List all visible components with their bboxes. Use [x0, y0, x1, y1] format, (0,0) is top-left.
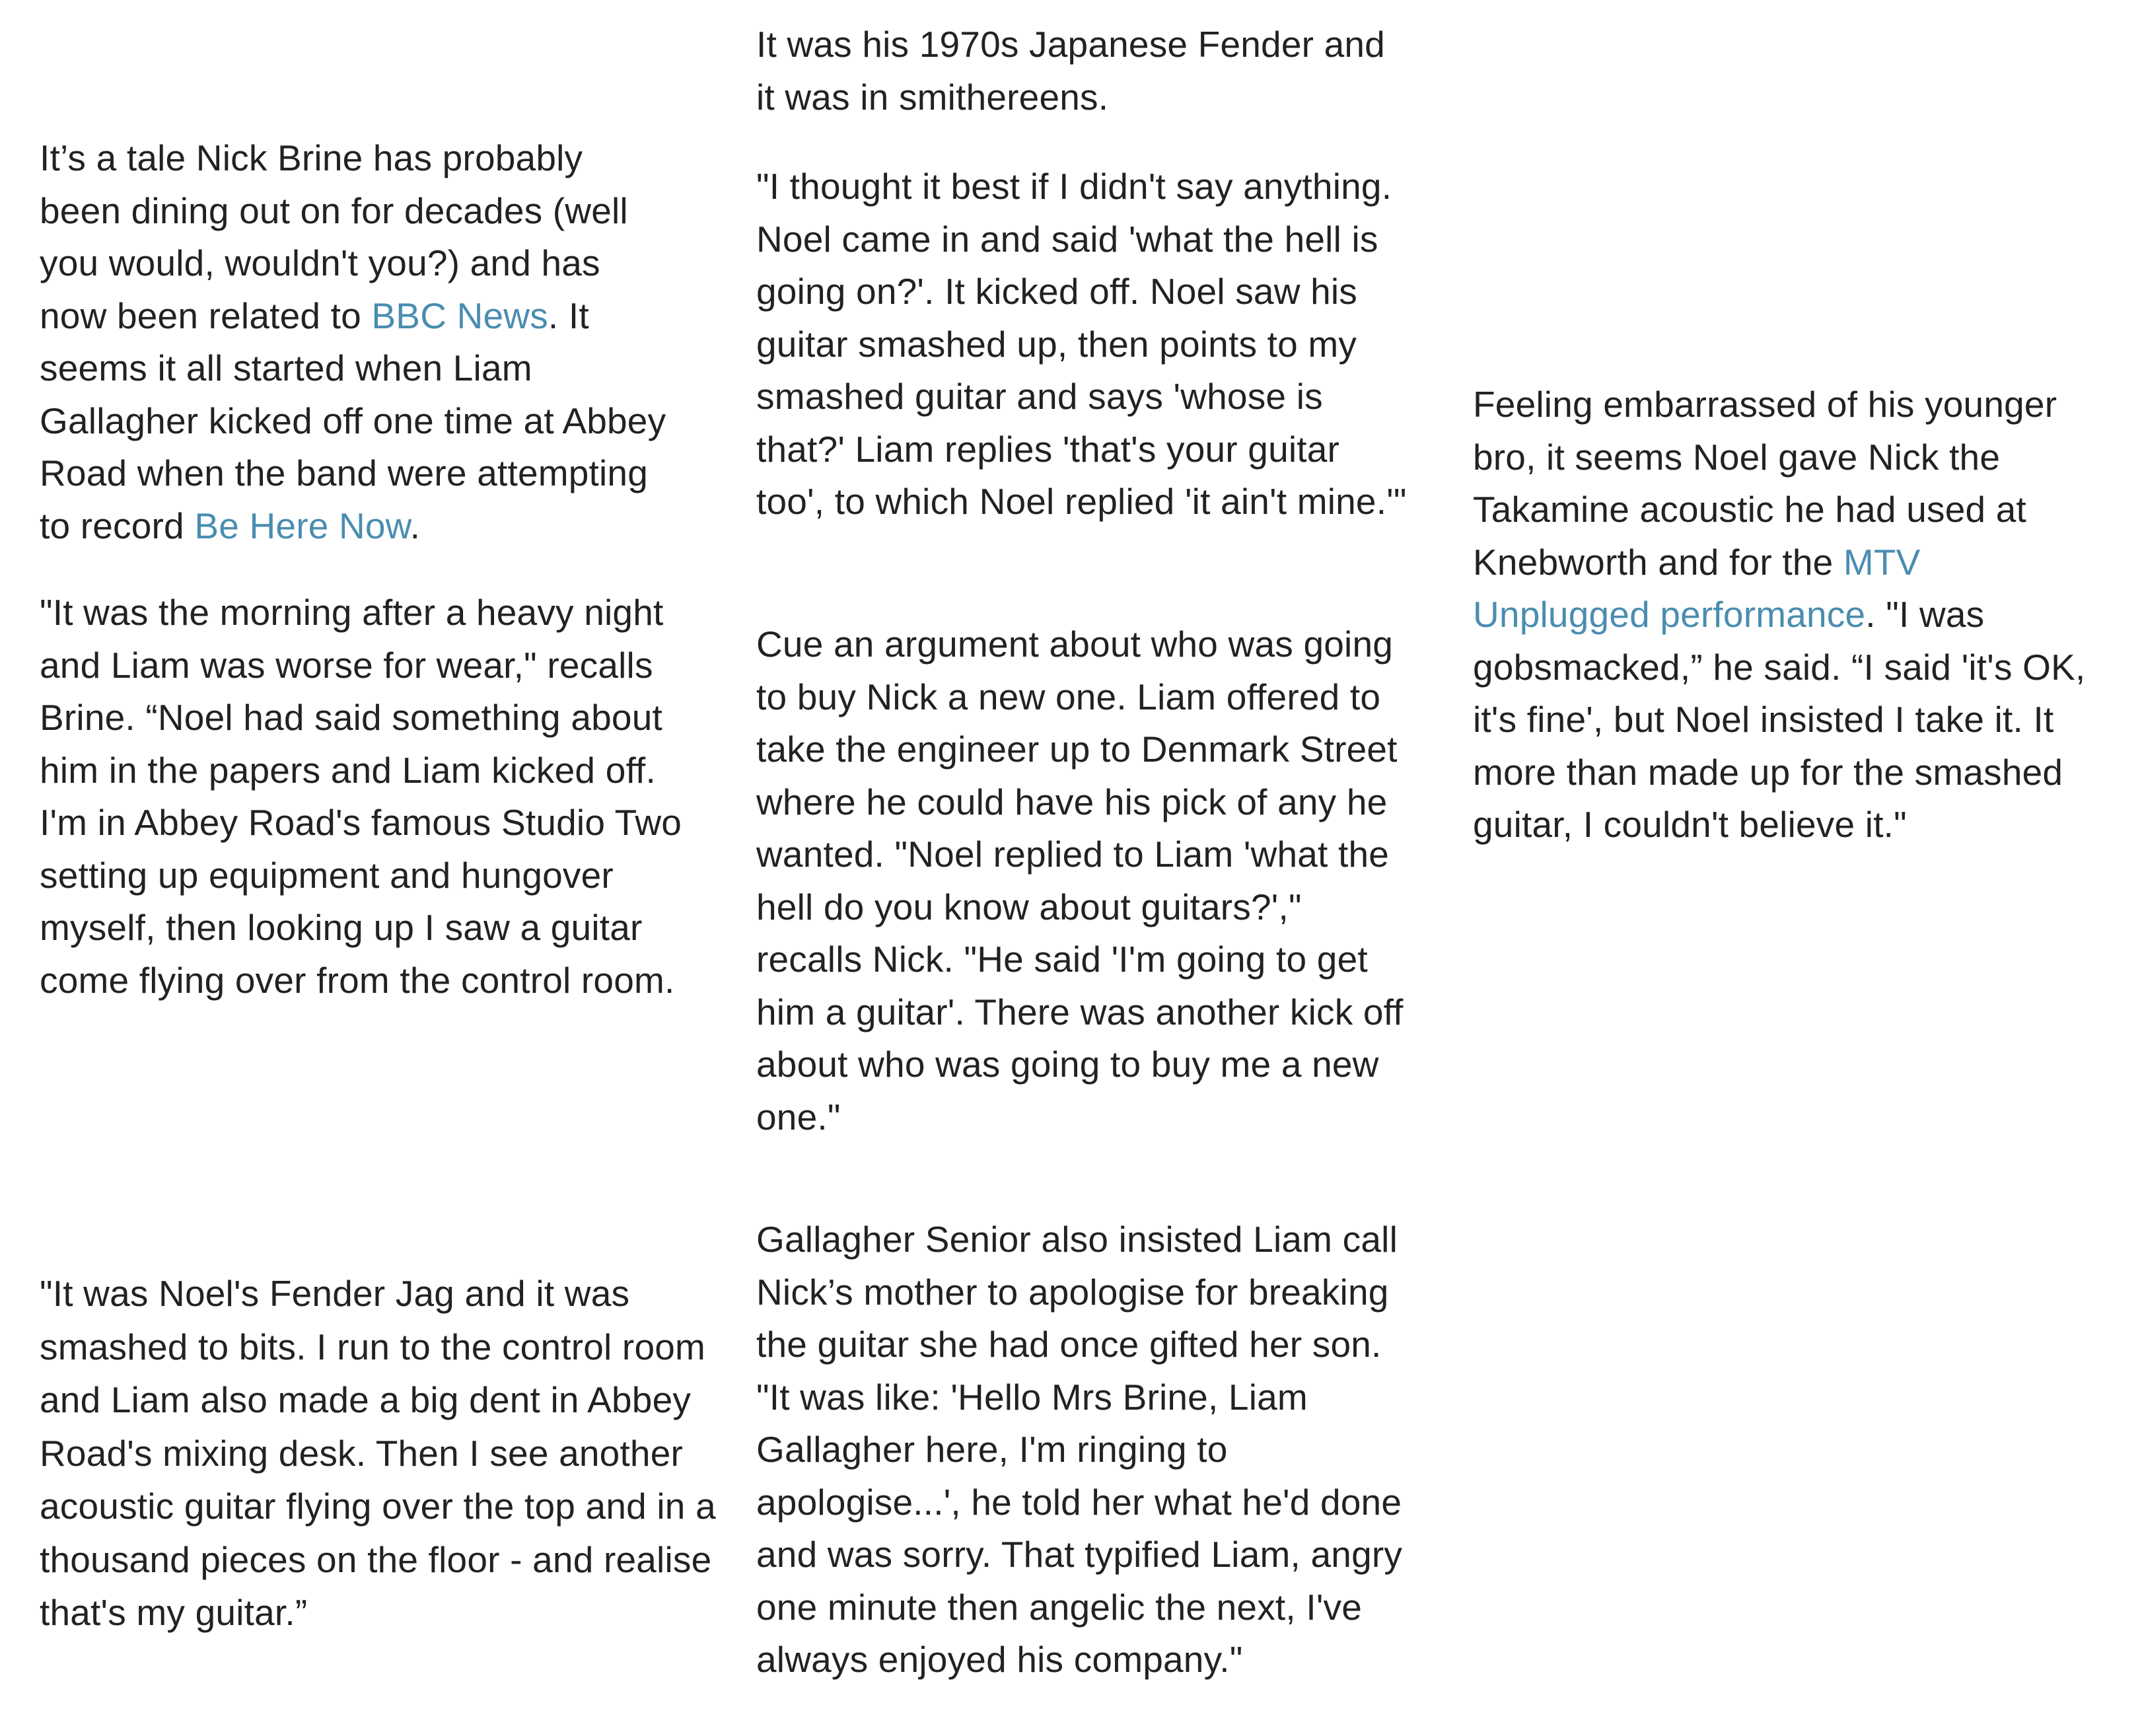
paragraph-japanese-fender: It was his 1970s Japanese Fender and it was in smithereens.: [756, 24, 1385, 118]
paragraph-text: Feeling embarrassed of his younger bro, it seems Noel gave Nick the Takamine acoustic he had used at Knebworth and for the: [1473, 384, 2057, 583]
paragraph-fender-jag-quote: "It was Noel's Fender Jag and it was smashed to bits. I run to the control room and Liam also made a big dent in Abbey Road's mixing desk. Then I see another acoustic guitar flying over the top and in a thousand pieces on the floor - and realise that's my guitar.”: [40, 1273, 716, 1633]
paragraph-text: . It seems it all started when Liam Gallagher kicked off one time at Abbey Road when the band were attempting to record: [40, 295, 666, 546]
be-here-now-link[interactable]: Be Here Now: [194, 505, 410, 546]
paragraph-text: .: [410, 505, 421, 546]
paragraph-morning-quote: "It was the morning after a heavy night and Liam was worse for wear," recalls Brine. “Noel had said something about him in the papers and Liam kicked off. I'm in Abbey Road's famous Studio Two setting up equipment and hungover myself, then looking up I saw a guitar come flying over from the control room.: [40, 592, 682, 1001]
paragraph-text: It’s a tale Nick Brine has probably been dining out on for decades (well you would, wouldn't you?) and has now been related to: [40, 137, 628, 336]
paragraph-takamine-gift: [1473, 379, 2100, 851]
paragraph-noel-came-in-quote: "I thought it best if I didn't say anything. Noel came in and said 'what the hell is going on?'. It kicked off. Noel saw his guitar smashed up, then points to my smashed guitar and says 'whose is that?' Liam replies 'that's your guitar too', to which Noel replied 'it ain't mine.'": [756, 166, 1407, 522]
bbc-news-link[interactable]: BBC News: [371, 295, 548, 336]
paragraph-text: . "I was gobsmacked,” he said. “I said 'it's OK, it's fine', but Noel insisted I take it. It more than made up for the smashed guitar, I couldn't believe it.": [1473, 594, 2086, 845]
mtv-unplugged-link[interactable]: MTV Unplugged performance: [1473, 541, 1921, 635]
paragraph-intro: [40, 132, 674, 552]
paragraph-apology: Gallagher Senior also insisted Liam call Nick’s mother to apologise for breaking the guitar she had once gifted her son. "It was like: 'Hello Mrs Brine, Liam Gallagher here, I'm ringing to apologise...', he told her what he'd done and was sorry. That typified Liam, angry one minute then angelic the next, I've always enjoyed his company.": [756, 1219, 1403, 1680]
paragraph-argument: Cue an argument about who was going to buy Nick a new one. Liam offered to take the engineer up to Denmark Street where he could have his pick of any he wanted. "Noel replied to Liam 'what the hell do you know about guitars?'," recalls Nick. "He said 'I'm going to get him a guitar'. There was another kick off about who was going to buy me a new one.": [756, 624, 1404, 1138]
